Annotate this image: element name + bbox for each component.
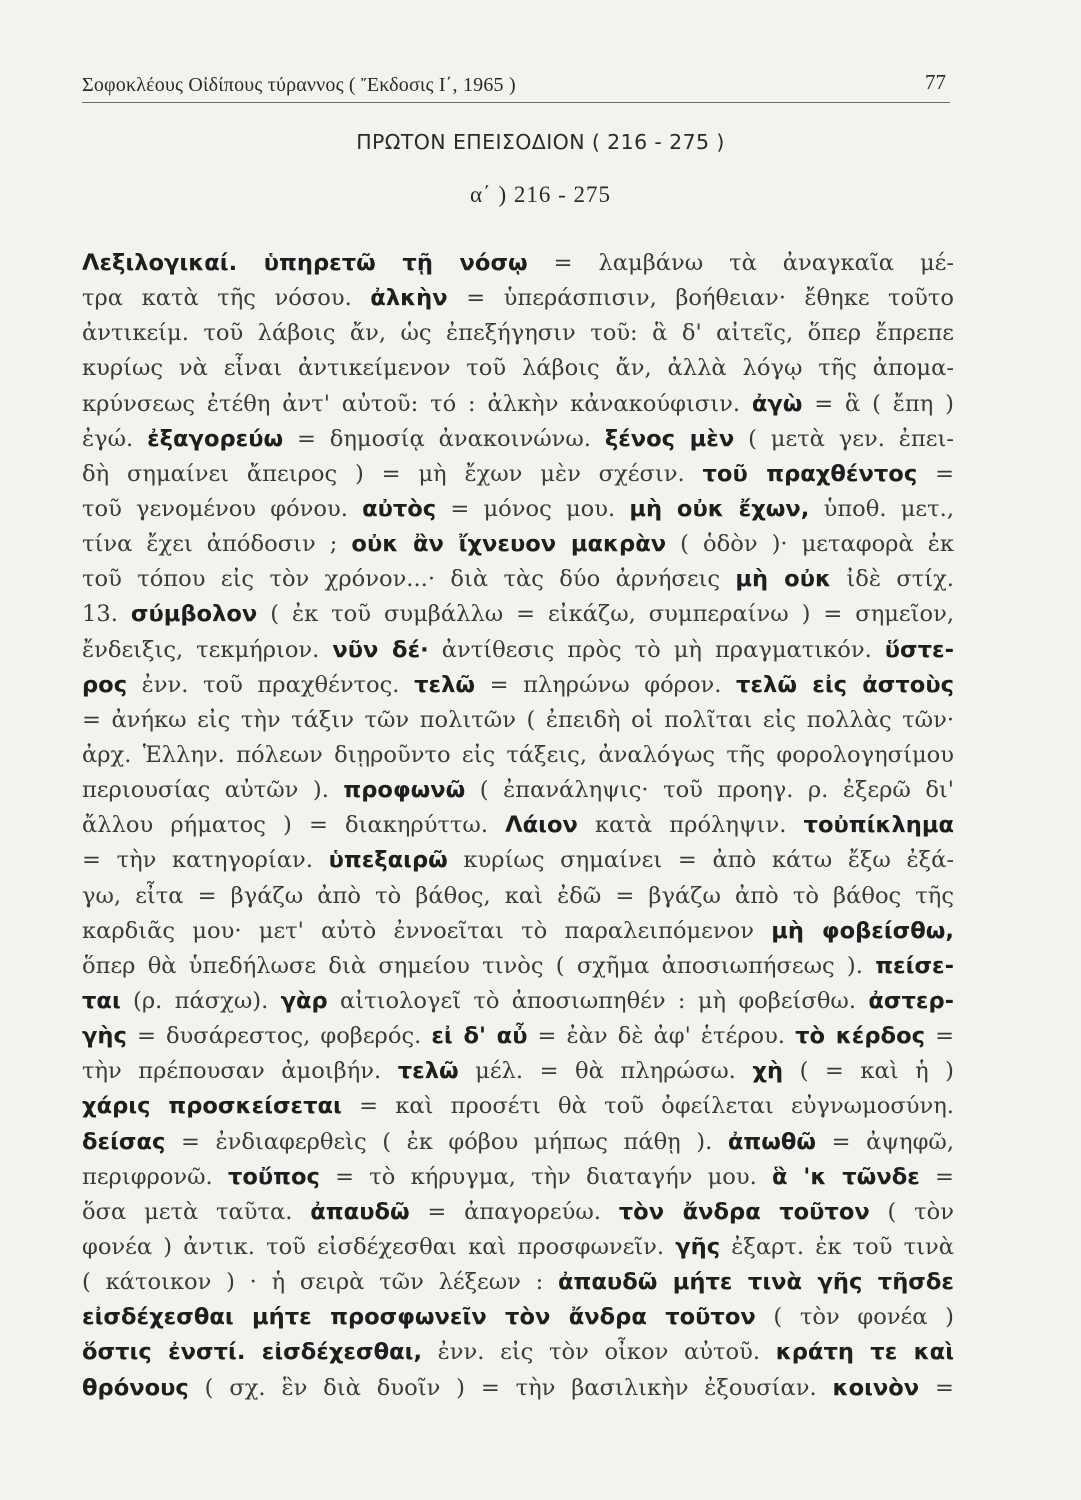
lemma-term: προφωνῶ bbox=[343, 777, 466, 804]
lemma-term: ται bbox=[82, 987, 121, 1014]
gloss-text: ( ὁδὸν )· μεταφορὰ ἐκ bbox=[666, 531, 954, 558]
lemma-term: χὴ bbox=[752, 1058, 784, 1085]
gloss-text: = bbox=[917, 460, 954, 487]
gloss-text: ἔνδειξις, τεκμήριον. bbox=[82, 636, 333, 663]
gloss-text: περιφρονῶ. bbox=[82, 1163, 228, 1190]
gloss-text: ( ἐκ τοῦ συμβάλλω = εἰκάζω, συμπεραίνω ) = σημεῖον, bbox=[257, 601, 954, 628]
lemma-term: ἀπαυδῶ bbox=[310, 1198, 410, 1225]
lemma-term: ὕστε- bbox=[884, 636, 954, 663]
lemma-term: εἰ δ' αὖ bbox=[431, 1023, 528, 1050]
gloss-text: ( ἐπανάληψις· τοῦ προηγ. ρ. ἐξερῶ δι' bbox=[465, 777, 954, 804]
gloss-text: ἰδὲ στίχ. bbox=[831, 566, 954, 593]
commentary-line bbox=[82, 387, 954, 422]
commentary-line bbox=[82, 1335, 954, 1370]
commentary-line bbox=[82, 879, 954, 914]
lemma-term: τοὔπος bbox=[227, 1163, 320, 1190]
commentary-line bbox=[82, 914, 954, 949]
gloss-text: κατὰ πρόληψιν. bbox=[577, 812, 804, 839]
gloss-text: = bbox=[919, 1374, 954, 1401]
commentary-line bbox=[82, 597, 954, 632]
gloss-text: = ἀψηφῶ, bbox=[816, 1128, 955, 1155]
lemma-term: μὴ φοβείσθω, bbox=[771, 917, 954, 944]
gloss-text: τοῦ τόπου εἰς τὸν χρόνον...· διὰ τὰς δύο ἀρνήσεις bbox=[82, 566, 736, 593]
sub-heading: α΄ ) 216 - 275 bbox=[469, 182, 612, 207]
gloss-text: ὅσα μετὰ ταῦτα. bbox=[82, 1198, 311, 1225]
lemma-term: τὸ κέρδος bbox=[795, 1023, 925, 1050]
gloss-text: = bbox=[919, 1163, 954, 1190]
gloss-text: = ἀνήκω εἰς τὴν τάξιν τῶν πολιτῶν ( ἐπειδὴ οἱ πολῖται εἰς πολλὰς τῶν· bbox=[82, 706, 954, 733]
gloss-text: = λαμβάνω τὰ ἀναγκαῖα μέ- bbox=[527, 250, 954, 276]
gloss-text: καρδιᾶς μου· μετ' αὐτὸ ἐννοεῖται τὸ παραλειπόμενον bbox=[82, 917, 772, 944]
page-number: 77 bbox=[925, 70, 946, 94]
gloss-text: περιουσίας αὐτῶν ). bbox=[82, 777, 344, 804]
lemma-term: ξένος μὲν bbox=[604, 425, 735, 452]
lemma-term: ἀγὼ bbox=[751, 390, 803, 417]
gloss-text: ἄλλου ρήματος ) = διακηρύττω. bbox=[82, 812, 506, 839]
lemma-term: κράτη τε καὶ bbox=[775, 1339, 954, 1366]
commentary-line bbox=[82, 1054, 954, 1089]
gloss-text: (ρ. πάσχω). bbox=[120, 987, 281, 1014]
lemma-term: κοινὸν bbox=[832, 1374, 920, 1401]
commentary-line bbox=[82, 949, 954, 984]
gloss-text: ( μετὰ γεν. ἐπει- bbox=[734, 425, 954, 452]
gloss-text: δὴ σημαίνει ἄπειρος ) = μὴ ἔχων μὲν σχέσιν. bbox=[82, 460, 703, 487]
commentary-line bbox=[82, 527, 954, 562]
commentary-line bbox=[82, 422, 954, 457]
gloss-text: ἐνν. τοῦ πραχθέντος. bbox=[127, 671, 415, 698]
commentary-line bbox=[82, 1265, 954, 1300]
lemma-term: ἀπαυδῶ μήτε τινὰ γῆς τῆσδε bbox=[558, 1269, 954, 1296]
commentary-line bbox=[82, 1371, 954, 1406]
commentary-line bbox=[82, 1195, 954, 1230]
lemma-term: ἀστερ- bbox=[868, 987, 955, 1014]
lemma-term: νῦν δέ· bbox=[332, 636, 429, 663]
gloss-text: ( τὸν φονέα ) bbox=[755, 1304, 954, 1331]
gloss-text: = δημοσίᾳ ἀνακοινώνω. bbox=[283, 425, 605, 452]
lemma-term: μὴ οὐκ ἔχων, bbox=[629, 495, 810, 522]
lemma-term: Λεξιλογικαί. ὑπηρετῶ τῇ νόσῳ bbox=[82, 250, 528, 276]
lemma-term: τὸν ἄνδρα τοῦτον bbox=[618, 1198, 870, 1225]
lemma-term: γὴς bbox=[82, 1023, 127, 1050]
commentary-line bbox=[82, 633, 954, 668]
commentary-line bbox=[82, 457, 954, 492]
gloss-text: ἀρχ. Ἑλλην. πόλεων διῃροῦντο εἰς τάξεις, ἀναλόγως τῆς φορολογησίμου bbox=[82, 741, 954, 768]
commentary-line bbox=[82, 492, 954, 527]
gloss-text: κυρίως σημαίνει = ἀπὸ κάτω ἔξω ἐξά- bbox=[447, 847, 954, 874]
lemma-term: τοῦ πραχθέντος bbox=[702, 460, 918, 487]
commentary-line bbox=[82, 1230, 954, 1265]
gloss-text: 13. bbox=[82, 601, 131, 628]
commentary-line bbox=[82, 843, 954, 878]
gloss-text: = ὑπεράσπισιν, βοήθειαν· ἔθηκε τοῦτο bbox=[447, 285, 954, 312]
gloss-text: ( = καὶ ἡ ) bbox=[783, 1058, 954, 1085]
commentary-body bbox=[82, 246, 954, 1406]
lemma-term: αὐτὸς bbox=[362, 495, 437, 522]
gloss-text: = ἀπαγορεύω. bbox=[409, 1198, 619, 1225]
gloss-text: ( κάτοικον ) · ἡ σειρὰ τῶν λέξεων : bbox=[82, 1269, 559, 1296]
lemma-term: γῆς bbox=[675, 1233, 721, 1260]
commentary-line bbox=[82, 773, 954, 808]
gloss-text: μέλ. = θὰ πληρώσω. bbox=[458, 1058, 753, 1085]
gloss-text: = δυσάρεστος, φοβερός. bbox=[126, 1023, 432, 1050]
lemma-term: εἰσδέχεσθαι μήτε προσφωνεῖν τὸν ἄνδρα τοῦτον bbox=[82, 1304, 756, 1331]
commentary-line bbox=[82, 246, 954, 281]
lemma-term: σύμβολον bbox=[130, 601, 258, 628]
gloss-text: = ἃ ( ἔπη ) bbox=[802, 390, 954, 417]
commentary-line bbox=[82, 1160, 954, 1195]
gloss-text: ὅπερ θὰ ὑπεδήλωσε διὰ σημείου τινὸς ( σχῆμα ἀποσιωπήσεως ). bbox=[82, 952, 876, 979]
gloss-text: ( τὸν bbox=[869, 1198, 954, 1225]
gloss-text: = πληρώνω φόρον. bbox=[475, 671, 737, 698]
gloss-text: = τὴν κατηγορίαν. bbox=[82, 847, 329, 874]
lemma-term: ἀπωθῶ bbox=[727, 1128, 817, 1155]
commentary-line bbox=[82, 738, 954, 773]
commentary-line bbox=[82, 808, 954, 843]
lemma-term: οὐκ ἂν ἴχνευον μακρὰν bbox=[351, 531, 667, 558]
lemma-term: τελῶ bbox=[397, 1058, 459, 1085]
gloss-text: γω, εἶτα = βγάζω ἀπὸ τὸ βάθος, καὶ ἐδῶ = βγάζω ἀπὸ τὸ βάθος τῆς bbox=[82, 882, 954, 909]
lemma-term: πείσε- bbox=[875, 952, 954, 979]
gloss-text: τίνα ἔχει ἀπόδοσιν ; bbox=[82, 531, 352, 558]
commentary-line bbox=[82, 668, 954, 703]
commentary-line bbox=[82, 984, 954, 1019]
section-heading: ΠΡΩΤΟΝ ΕΠΕΙΣΟΔΙΟΝ ( 216 - 275 ) bbox=[356, 130, 725, 154]
lemma-term: χάρις προσκείσεται bbox=[82, 1093, 342, 1120]
gloss-text: φονέα ) ἀντικ. τοῦ εἰσδέχεσθαι καὶ προσφωνεῖν. bbox=[82, 1233, 676, 1260]
gloss-text: τρα κατὰ τῆς νόσου. bbox=[82, 285, 371, 312]
lemma-term: τελῶ bbox=[414, 671, 476, 698]
lemma-term: ἀλκὴν bbox=[370, 285, 448, 312]
gloss-text: ὑποθ. μετ., bbox=[809, 495, 954, 522]
commentary-line bbox=[82, 1019, 954, 1054]
gloss-text: = bbox=[925, 1023, 954, 1050]
lemma-term: ἃ 'κ τῶνδε bbox=[771, 1163, 920, 1190]
gloss-text: ἀντίθεσις πρὸς τὸ μὴ πραγματικόν. bbox=[428, 636, 885, 663]
gloss-text: ἀντικείμ. τοῦ λάβοις ἄν, ὡς ἐπεξήγησιν τοῦ: ἃ δ' αἰτεῖς, ὅπερ ἔπρεπε bbox=[82, 320, 954, 347]
lemma-term: Λάιον bbox=[505, 812, 578, 839]
lemma-term: τελῶ εἰς ἀστοὺς bbox=[736, 671, 954, 698]
gloss-text: ( σχ. ἓν διὰ δυοῖν ) = τὴν βασιλικὴν ἐξουσίαν. bbox=[188, 1374, 833, 1401]
gloss-text: = μόνος μου. bbox=[436, 495, 630, 522]
running-title: Σοφοκλέους Οἰδίπους τύραννος ( Ἔκδοσις Ι΄, 1965 ) bbox=[82, 74, 516, 96]
lemma-term: γὰρ bbox=[280, 987, 328, 1014]
lemma-term: ὑπεξαιρῶ bbox=[328, 847, 448, 874]
running-head bbox=[82, 62, 950, 103]
gloss-text: αἰτιολογεῖ τὸ ἀποσιωπηθέν : μὴ φοβείσθω. bbox=[327, 987, 869, 1014]
commentary-line bbox=[82, 351, 954, 386]
gloss-text: κρύνσεως ἐτέθη ἀντ' αὐτοῦ: τό : ἀλκὴν κἀνακούφισιν. bbox=[82, 390, 752, 417]
commentary-line bbox=[82, 281, 954, 316]
lemma-term: ἐξαγορεύω bbox=[147, 425, 284, 452]
lemma-term: θρόνους bbox=[82, 1374, 189, 1401]
commentary-line bbox=[82, 1300, 954, 1335]
commentary-line bbox=[82, 1125, 954, 1160]
gloss-text: = τὸ κήρυγμα, τὴν διαταγήν μου. bbox=[319, 1163, 772, 1190]
commentary-line bbox=[82, 1089, 954, 1124]
gloss-text: = ἐνδιαφερθεὶς ( ἐκ φόβου μήπως πάθῃ ). bbox=[165, 1128, 728, 1155]
lemma-term: δείσας bbox=[82, 1128, 166, 1155]
gloss-text: ἐνν. εἰς τὸν οἶκον αὐτοῦ. bbox=[422, 1339, 776, 1366]
gloss-text: τὴν πρέπουσαν ἀμοιβήν. bbox=[82, 1058, 398, 1085]
gloss-text: ἐγώ. bbox=[82, 425, 148, 452]
gloss-text: ἐξαρτ. ἐκ τοῦ τινὰ bbox=[720, 1233, 954, 1260]
gloss-text: = ἐὰν δὲ ἀφ' ἑτέρου. bbox=[527, 1023, 796, 1050]
lemma-term: τοὐπίκλημα bbox=[803, 812, 954, 839]
lemma-term: ρος bbox=[82, 671, 128, 698]
lemma-term: ὅστις ἐνστί. εἰσδέχεσθαι, bbox=[82, 1339, 423, 1366]
gloss-text: τοῦ γενομένου φόνου. bbox=[82, 495, 363, 522]
lemma-term: μὴ οὐκ bbox=[735, 566, 832, 593]
commentary-line bbox=[82, 703, 954, 738]
commentary-line bbox=[82, 316, 954, 351]
gloss-text: = καὶ προσέτι θὰ τοῦ ὀφείλεται εὐγνωμοσύνη. bbox=[341, 1093, 954, 1120]
commentary-line bbox=[82, 562, 954, 597]
gloss-text: κυρίως νὰ εἶναι ἀντικείμενον τοῦ λάβοις ἄν, ἀλλὰ λόγῳ τῆς ἀπομα- bbox=[82, 355, 954, 382]
